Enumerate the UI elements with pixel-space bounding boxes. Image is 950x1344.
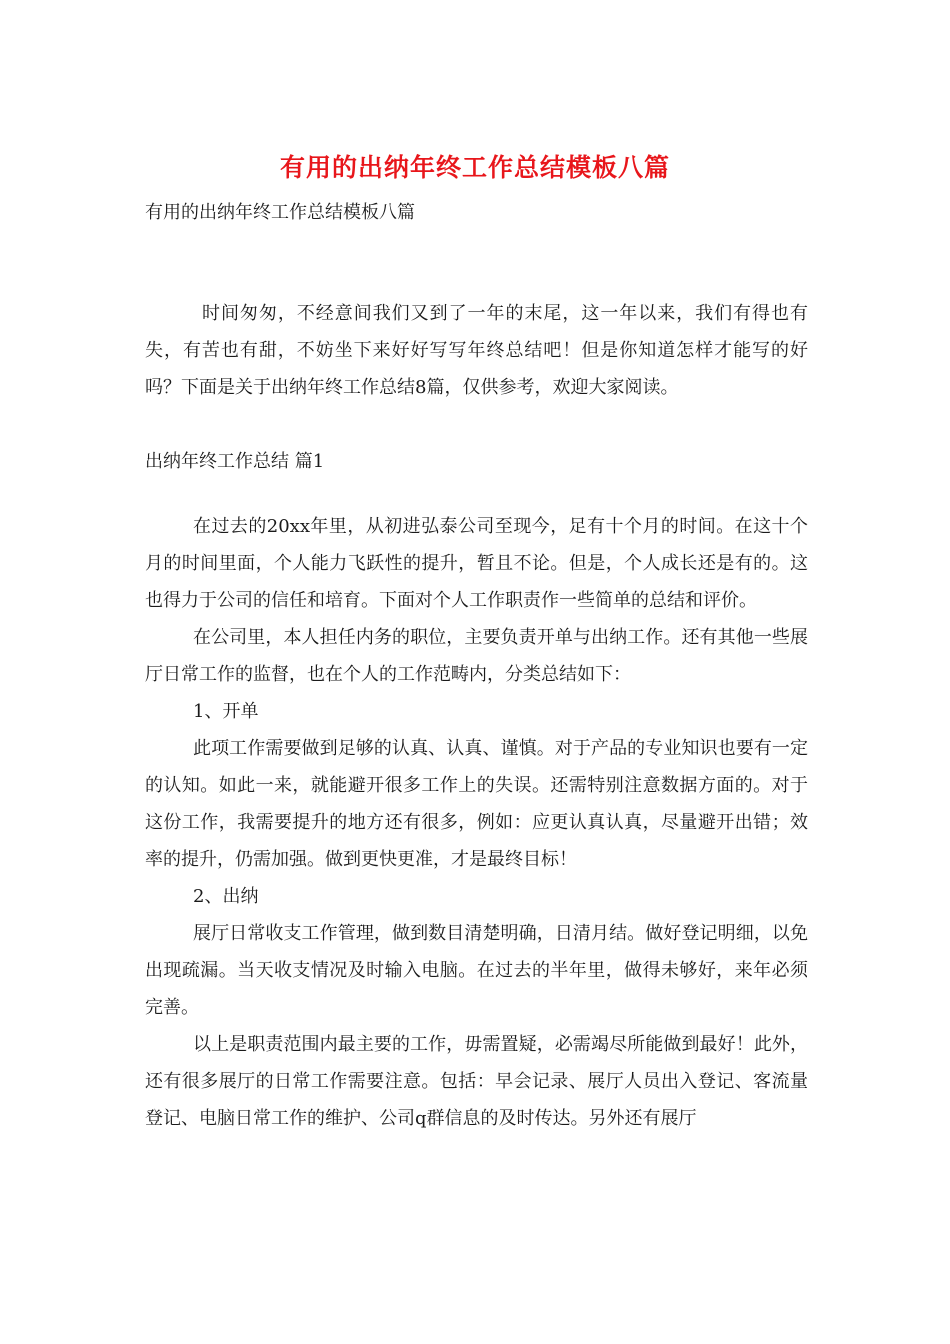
paragraph: 以上是职责范围内最主要的工作，毋需置疑，必需竭尽所能做到最好！此外，还有很多展厅的日常工作需要注意。包括：早会记录、展厅人员出入登记、客流量登记、电脑日常工作的维护、公司q群信息的及时传达。另外还有展厅 — [145, 1034, 808, 1129]
document-subtitle: 有用的出纳年终工作总结模板八篇 — [145, 202, 415, 223]
list-item-heading: 1、开单 — [193, 701, 259, 722]
paragraph: 展厅日常收支工作管理，做到数目清楚明确，日清月结。做好登记明细，以免出现疏漏。当天收支情况及时输入电脑。在过去的半年里，做得未够好，来年必须完善。 — [145, 923, 808, 1018]
intro-paragraph: 时间匆匆，不经意间我们又到了一年的末尾，这一年以来，我们有得也有失，有苦也有甜，不妨坐下来好好写写年终总结吧！但是你知道怎样才能写的好吗？下面是关于出纳年终工作总结8篇，仅供参考，欢迎大家阅读。 — [145, 303, 808, 398]
body-text — [145, 508, 808, 1137]
paragraph: 在过去的20xx年里，从初进弘泰公司至现今，足有十个月的时间。在这十个月的时间里面，个人能力飞跃性的提升，暂且不论。但是，个人成长还是有的。这也得力于公司的信任和培育。下面对个人工作职责作一些简单的总结和评价。 — [145, 516, 808, 611]
list-item-heading: 2、出纳 — [193, 886, 259, 907]
document-title: 有用的出纳年终工作总结模板八篇 — [279, 153, 670, 182]
section-heading: 出纳年终工作总结 篇1 — [145, 451, 325, 472]
paragraph: 此项工作需要做到足够的认真、认真、谨慎。对于产品的专业知识也要有一定的认知。如此一来，就能避开很多工作上的失误。还需特别注意数据方面的。对于这份工作，我需要提升的地方还有很多，例如：应更认真认真，尽量避开出错；效率的提升，仍需加强。做到更快更准，才是最终目标！ — [145, 738, 808, 870]
paragraph: 在公司里，本人担任内务的职位，主要负责开单与出纳工作。还有其他一些展厅日常工作的监督，也在个人的工作范畴内，分类总结如下： — [145, 627, 808, 685]
